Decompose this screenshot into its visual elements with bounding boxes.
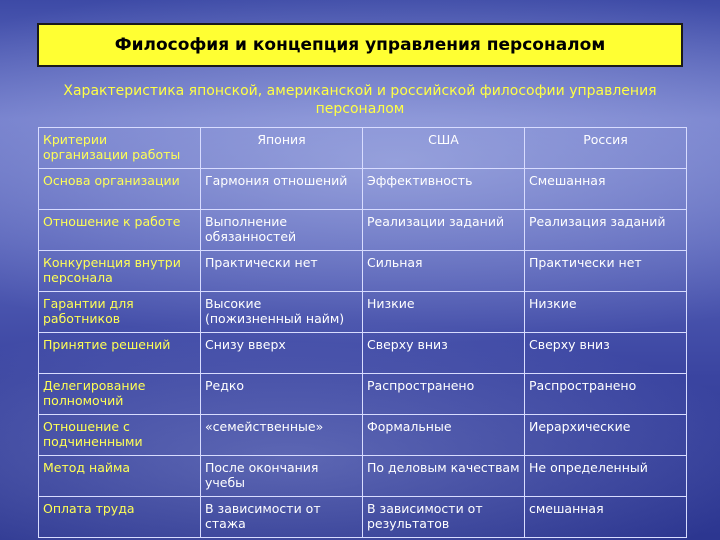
table-row: [39, 497, 687, 538]
table-row: [39, 210, 687, 251]
table-row: [39, 333, 687, 374]
cell-usa: Сверху вниз: [363, 333, 525, 374]
table-row: [39, 456, 687, 497]
page-title: Философия и концепция управления персоналом: [114, 35, 606, 55]
table-row: [39, 169, 687, 210]
row-criterion: Гарантии для работников: [39, 292, 201, 333]
cell-russia: Смешанная: [525, 169, 687, 210]
comparison-table: [38, 127, 687, 538]
row-criterion: Отношение с подчиненными: [39, 415, 201, 456]
cell-usa: Формальные: [363, 415, 525, 456]
row-criterion: Конкуренция внутри персонала: [39, 251, 201, 292]
cell-japan: В зависимости от стажа: [201, 497, 363, 538]
cell-russia: смешанная: [525, 497, 687, 538]
title-banner: [37, 23, 683, 67]
cell-russia: Иерархические: [525, 415, 687, 456]
cell-japan: Выполнение обязанностей: [201, 210, 363, 251]
header-criteria: Критерии организации работы: [39, 128, 201, 169]
row-criterion: Оплата труда: [39, 497, 201, 538]
subtitle: Характеристика японской, американской и российской философии управления персоналом: [63, 83, 657, 117]
cell-russia: Практически нет: [525, 251, 687, 292]
table-row: [39, 374, 687, 415]
row-criterion: Метод найма: [39, 456, 201, 497]
cell-usa: В зависимости от результатов: [363, 497, 525, 538]
table-row: [39, 292, 687, 333]
row-criterion: Отношение к работе: [39, 210, 201, 251]
cell-russia: Сверху вниз: [525, 333, 687, 374]
row-criterion: Основа организации: [39, 169, 201, 210]
cell-russia: Реализация заданий: [525, 210, 687, 251]
cell-japan: Практически нет: [201, 251, 363, 292]
header-usa: США: [363, 128, 525, 169]
cell-russia: Низкие: [525, 292, 687, 333]
cell-russia: Распространено: [525, 374, 687, 415]
cell-japan: Редко: [201, 374, 363, 415]
cell-japan: Высокие (пожизненный найм): [201, 292, 363, 333]
cell-russia: Не определенный: [525, 456, 687, 497]
table-row: [39, 251, 687, 292]
header-japan: Япония: [201, 128, 363, 169]
cell-japan: «семейственные»: [201, 415, 363, 456]
cell-usa: Низкие: [363, 292, 525, 333]
cell-usa: По деловым качествам: [363, 456, 525, 497]
cell-usa: Сильная: [363, 251, 525, 292]
table-header-row: [39, 128, 687, 169]
cell-japan: Гармония отношений: [201, 169, 363, 210]
row-criterion: Делегирование полномочий: [39, 374, 201, 415]
cell-japan: Снизу вверх: [201, 333, 363, 374]
cell-japan: После окончания учебы: [201, 456, 363, 497]
row-criterion: Принятие решений: [39, 333, 201, 374]
table-row: [39, 415, 687, 456]
cell-usa: Эффективность: [363, 169, 525, 210]
cell-usa: Реализации заданий: [363, 210, 525, 251]
header-russia: Россия: [525, 128, 687, 169]
cell-usa: Распространено: [363, 374, 525, 415]
